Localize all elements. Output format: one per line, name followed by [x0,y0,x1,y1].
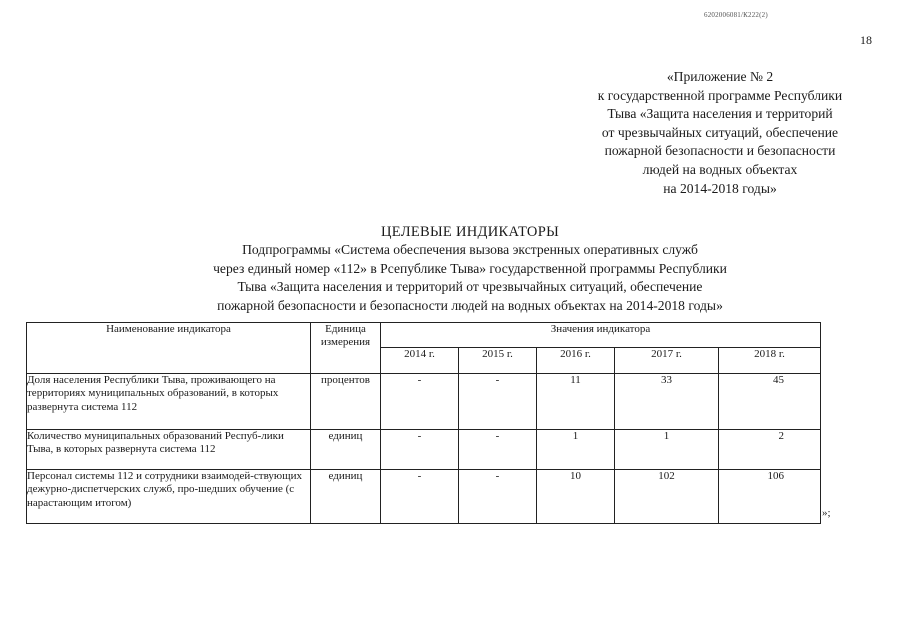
indicator-value: - [459,430,537,470]
indicator-value: 102 [615,470,719,524]
appendix-line: пожарной безопасности и безопасности [604,143,836,159]
column-header-unit-line: Единица [325,323,366,335]
subtitle-line: Подпрограммы «Система обеспечения вызова экстренных оперативных служб [242,242,698,257]
indicator-unit: единиц [311,430,381,470]
column-header-year: 2014 г. [381,348,459,374]
subtitle-line: пожарной безопасности и безопасности людей на водных объектах на 2014-2018 годы» [217,297,723,313]
appendix-heading [560,68,880,198]
appendix-line: на 2014-2018 годы» [663,180,777,196]
table-header-row [27,323,821,348]
indicator-value: 1 [615,430,719,470]
indicator-value: 2 [719,430,821,470]
column-header-year: 2015 г. [459,348,537,374]
document-title-block [120,223,820,315]
indicator-value: - [459,470,537,524]
subtitle-line: Тыва «Защита населения и территорий от чрезвычайных ситуаций, обеспечение [237,279,703,295]
indicator-name: Доля населения Республики Тыва, проживающего на территориях муниципальных образований, в которых развернута система 112 [27,374,311,430]
column-header-unit-line: измерения [320,336,371,349]
column-header-name: Наименование индикатора [27,323,311,374]
document-code: 6202006081/К222(2) [704,11,768,19]
indicator-value: 1 [537,430,615,470]
indicator-value: - [381,430,459,470]
indicator-name: Количество муниципальных образований Респуб-лики Тыва, в которых развернута система 112 [27,430,311,470]
column-header-year: 2017 г. [615,348,719,374]
column-header-values: Значения индикатора [381,323,821,348]
document-title: ЦЕЛЕВЫЕ ИНДИКАТОРЫ [380,224,560,240]
indicator-value: - [381,470,459,524]
indicator-value: - [381,374,459,430]
indicator-value: - [459,374,537,430]
appendix-line: от чрезвычайных ситуаций, обеспечение [601,124,839,140]
indicator-value: 45 [719,374,821,430]
table-row [27,374,821,430]
appendix-line: к государственной программе Республики [597,87,843,103]
closing-quote-mark: »; [822,507,831,519]
indicator-value: 10 [537,470,615,524]
indicator-value: 106 [719,470,821,524]
indicator-name: Персонал системы 112 и сотрудники взаимодей-ствующих дежурно-диспетчерских служб, про-шедших обучение (с нарастающим итогом) [27,470,311,524]
page-number: 18 [860,33,872,47]
indicator-unit: единиц [311,470,381,524]
table-row [27,470,821,524]
indicators-table [26,322,821,524]
column-header-unit [311,323,381,374]
column-header-year: 2018 г. [719,348,821,374]
indicator-unit: процентов [311,374,381,430]
column-header-year: 2016 г. [537,348,615,374]
appendix-line: «Приложение № 2 [666,69,774,84]
indicator-value: 11 [537,374,615,430]
table-row [27,430,821,470]
appendix-line: людей на водных объектах [642,161,798,177]
subtitle-line: через единый номер «112» в Рсепублике Тыва» государственной программы Республики [213,260,727,276]
appendix-line: Тыва «Защита населения и территорий [607,106,833,122]
indicator-value: 33 [615,374,719,430]
